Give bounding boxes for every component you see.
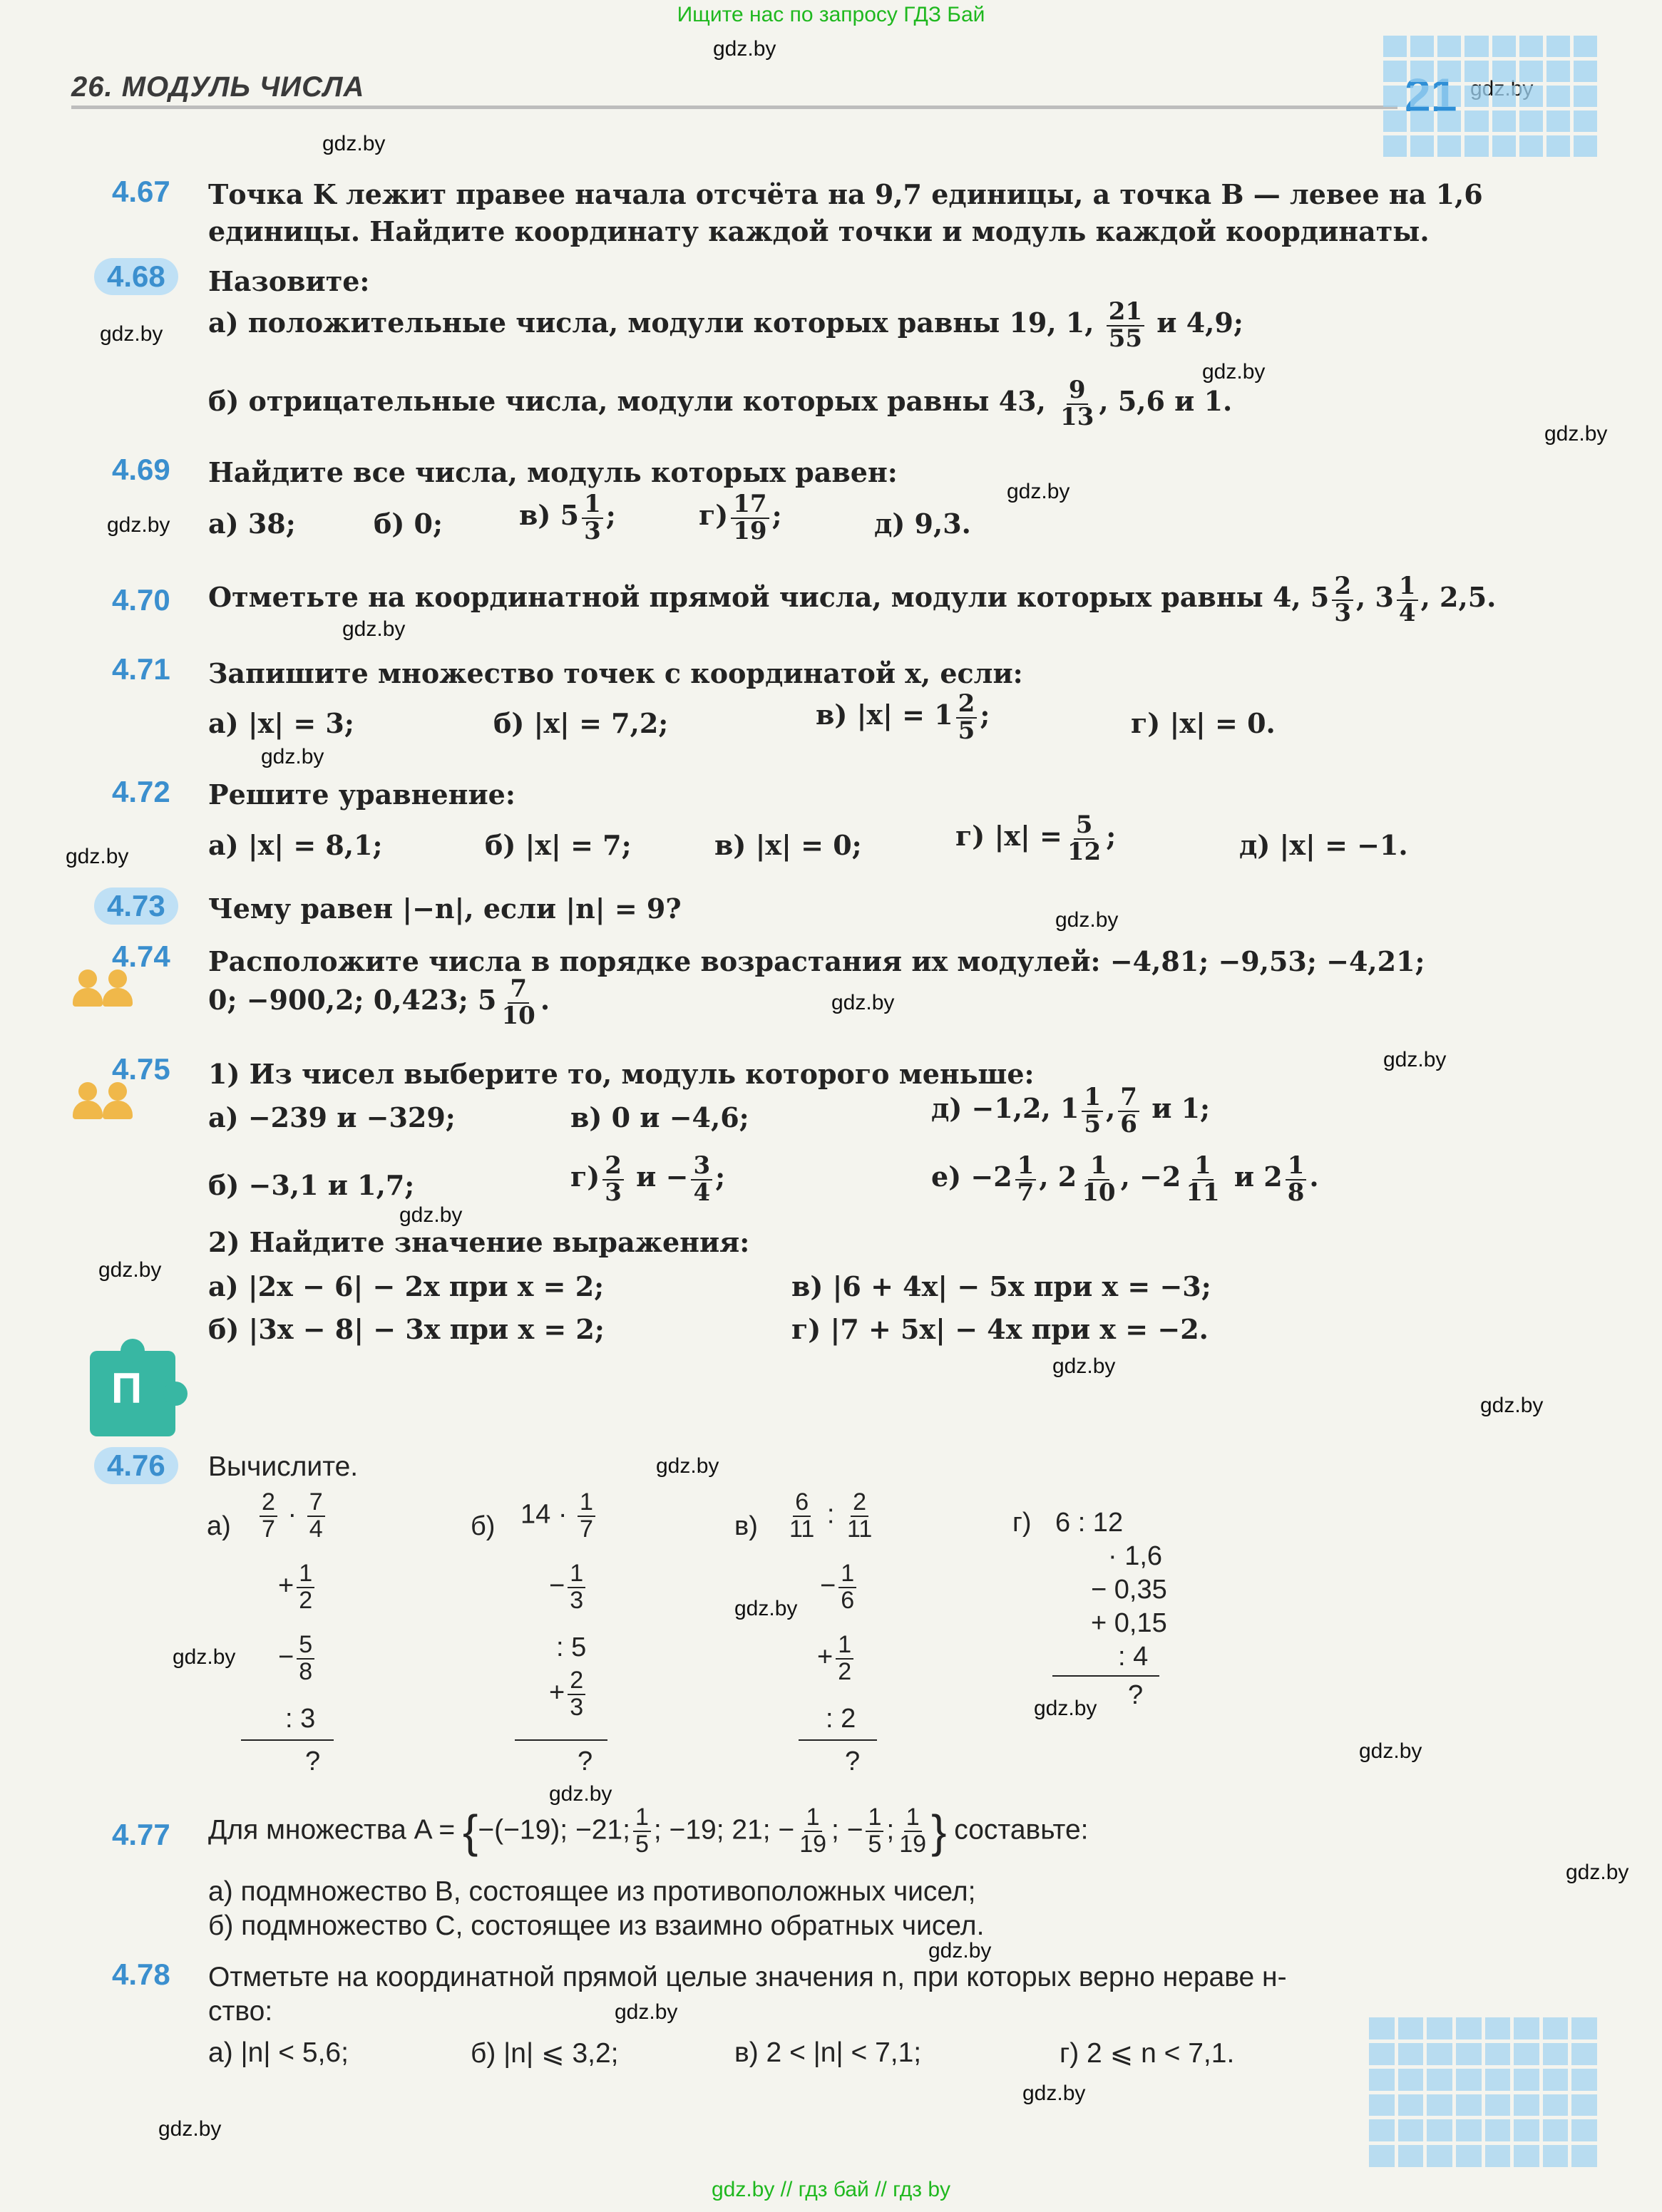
problem-number: 4.76 (94, 1447, 178, 1484)
footer-links[interactable]: gdz.by // гдз бай // гдз by (711, 2178, 951, 2201)
item-v: в) 0 и −4,6; (570, 1101, 749, 1133)
watermark: gdz.by (549, 1782, 612, 1806)
item-g: г) $\frac{17}{19}$ ; (699, 490, 782, 545)
puzzle-p-icon: П (90, 1351, 175, 1436)
watermark: gdz.by (1544, 422, 1608, 446)
watermark: gdz.by (322, 132, 386, 155)
watermark: gdz.by (1055, 908, 1119, 932)
problem-text: Назовите: (208, 265, 370, 297)
problem-text: единицы. Найдите координату каждой точки и модуль каждой координаты. (208, 215, 1430, 247)
problem-number: 4.67 (112, 175, 170, 208)
watermark: gdz.by (98, 1258, 162, 1282)
problem-number: 4.69 (112, 453, 170, 486)
item-d: д) 9,3. (874, 508, 971, 540)
item-v: в) |6 + 4x| − 5x при x = −3; (791, 1270, 1211, 1302)
item-a: а) |x| = 8,1; (208, 829, 383, 861)
item-b: б) |x| = 7,2; (493, 707, 669, 739)
grid-decoration (1383, 36, 1597, 157)
problem-text: 1) Из чисел выберите то, модуль которого меньше: (208, 1058, 1035, 1090)
problem-number: 4.68 (94, 258, 178, 295)
item-g: г) $\frac{2}{3}$ и − $\frac{3}{4}$ ; (570, 1151, 726, 1207)
problem-text: 0; −900,2; 0,423; 5 $\frac{7}{10}$ . (208, 974, 550, 1030)
problem-text: 2) Найдите значение выражения: (208, 1226, 750, 1258)
watermark: gdz.by (1022, 2082, 1086, 2105)
watermark: gdz.by (713, 37, 776, 61)
problem-text: Отметьте на координатной прямой числа, модули которых равны 4, 5 $\frac{2}{3}$ , 3 $\frac{1}{4}$ , 2,5. (208, 572, 1497, 627)
watermark: gdz.by (107, 513, 170, 537)
problem-number: 4.75 (112, 1052, 170, 1086)
item-b: б) |x| = 7; (485, 829, 632, 861)
watermark: gdz.by (173, 1645, 236, 1669)
section-title: 26. МОДУЛЬ ЧИСЛА (71, 71, 365, 103)
problem-number: 4.73 (94, 888, 178, 925)
problem-text: Решите уравнение: (208, 778, 515, 811)
item-a: а) 38; (208, 508, 296, 540)
item-g: г) 2 ⩽ n < 7,1. (1060, 2038, 1235, 2069)
people-pair-icon (71, 1082, 137, 1126)
problem-text: Для множества A = {−(−19); −21; $\frac{1}{5}$ ; −19; 21; − $\frac{1}{19}$ ; − $\frac{1}{5}$ ; $\frac{1}{19}$ } составьте: (208, 1804, 1089, 1858)
problem-number: 4.70 (112, 583, 170, 617)
watermark: gdz.by (261, 745, 324, 768)
item-a: а) −239 и −329; (208, 1101, 456, 1133)
watermark: gdz.by (1034, 1697, 1097, 1720)
problem-text: Отметьте на координатной прямой целые значения n, при которых верно нераве н- (208, 1962, 1287, 1992)
item-a: а) положительные числа, модули которых равны 19, 1, $\frac{21}{55}$ и 4,9; (208, 297, 1243, 353)
watermark: gdz.by (656, 1454, 719, 1478)
item-v: в) |x| = 0; (714, 829, 862, 861)
problem-number: 4.74 (112, 940, 170, 973)
item-g: г) |x| = $\frac{5}{12}$ ; (955, 811, 1117, 866)
watermark: gdz.by (100, 322, 163, 346)
problem-number: 4.72 (112, 775, 170, 808)
item-b: б) −3,1 и 1,7; (208, 1169, 415, 1201)
problem-text: ство: (208, 1996, 273, 2027)
item-e: е) −2 $\frac{1}{7}$ , 2 $\frac{1}{10}$ , −2 $\frac{1}{11}$ и 2 $\frac{1}{8}$ . (931, 1151, 1319, 1207)
item-b: б) |n| ⩽ 3,2; (471, 2038, 619, 2069)
people-pair-icon (71, 969, 137, 1014)
item-a: а) |2x − 6| − 2x при x = 2; (208, 1270, 605, 1302)
item-b: б) 0; (374, 508, 443, 540)
item-g: г) |7 + 5x| − 4x при x = −2. (791, 1313, 1209, 1345)
problem-text: Найдите все числа, модуль которых равен: (208, 456, 898, 488)
watermark: gdz.by (342, 617, 406, 641)
item-a: а) |n| < 5,6; (208, 2037, 349, 2068)
watermark: gdz.by (66, 845, 129, 868)
problem-number: 4.78 (112, 1958, 170, 1991)
problem-number: 4.71 (112, 652, 170, 686)
watermark: gdz.by (1202, 360, 1266, 384)
item-v: в) 5 $\frac{1}{3}$ ; (519, 490, 616, 545)
watermark: gdz.by (928, 1939, 992, 1962)
problem-text: Вычислите. (208, 1451, 359, 1482)
watermark: gdz.by (1383, 1048, 1447, 1071)
watermark: gdz.by (1052, 1354, 1116, 1378)
watermark: gdz.by (158, 2117, 222, 2141)
search-banner[interactable]: Ищите нас по запросу ГДЗ Бай (677, 3, 985, 26)
item-g: г) |x| = 0. (1131, 707, 1276, 739)
item-a: а) подмножество B, состоящее из противоположных чисел; (208, 1876, 976, 1907)
item-b: б) подмножество C, состоящее из взаимно обратных чисел. (208, 1910, 985, 1941)
problem-number: 4.77 (112, 1818, 170, 1851)
watermark: gdz.by (831, 991, 895, 1014)
watermark: gdz.by (1007, 480, 1070, 503)
item-d: д) |x| = −1. (1239, 829, 1408, 861)
watermark: gdz.by (615, 2000, 678, 2024)
watermark: gdz.by (399, 1203, 463, 1227)
watermark: gdz.by (1480, 1394, 1544, 1417)
problem-text: Расположите числа в порядке возрастания их модулей: −4,81; −9,53; −4,21; (208, 945, 1425, 977)
item-b: б) |3x − 8| − 3x при x = 2; (208, 1313, 605, 1345)
problem-text: Точка K лежит правее начала отсчёта на 9,7 единицы, а точка B — левее на 1,6 (208, 178, 1483, 210)
grid-decoration (1369, 2017, 1597, 2167)
item-v: в) 2 < |n| < 7,1; (734, 2037, 922, 2068)
item-b: б) отрицательные числа, модули которых равны 43, $\frac{9}{13}$ , 5,6 и 1. (208, 376, 1233, 431)
watermark: gdz.by (1359, 1739, 1422, 1763)
item-d: д) −1,2, 1 $\frac{1}{5}$ , $\frac{7}{6}$ и 1; (931, 1083, 1211, 1138)
problem-text: Чему равен |−n|, если |n| = 9? (208, 892, 682, 925)
watermark: gdz.by (1566, 1861, 1629, 1884)
problem-text: Запишите множество точек с координатой x, если: (208, 657, 1023, 689)
item-a: а) |x| = 3; (208, 707, 354, 739)
watermark: gdz.by (734, 1597, 798, 1620)
header-divider (71, 106, 1397, 109)
item-v: в) |x| = 1 $\frac{2}{5}$ ; (816, 689, 990, 745)
